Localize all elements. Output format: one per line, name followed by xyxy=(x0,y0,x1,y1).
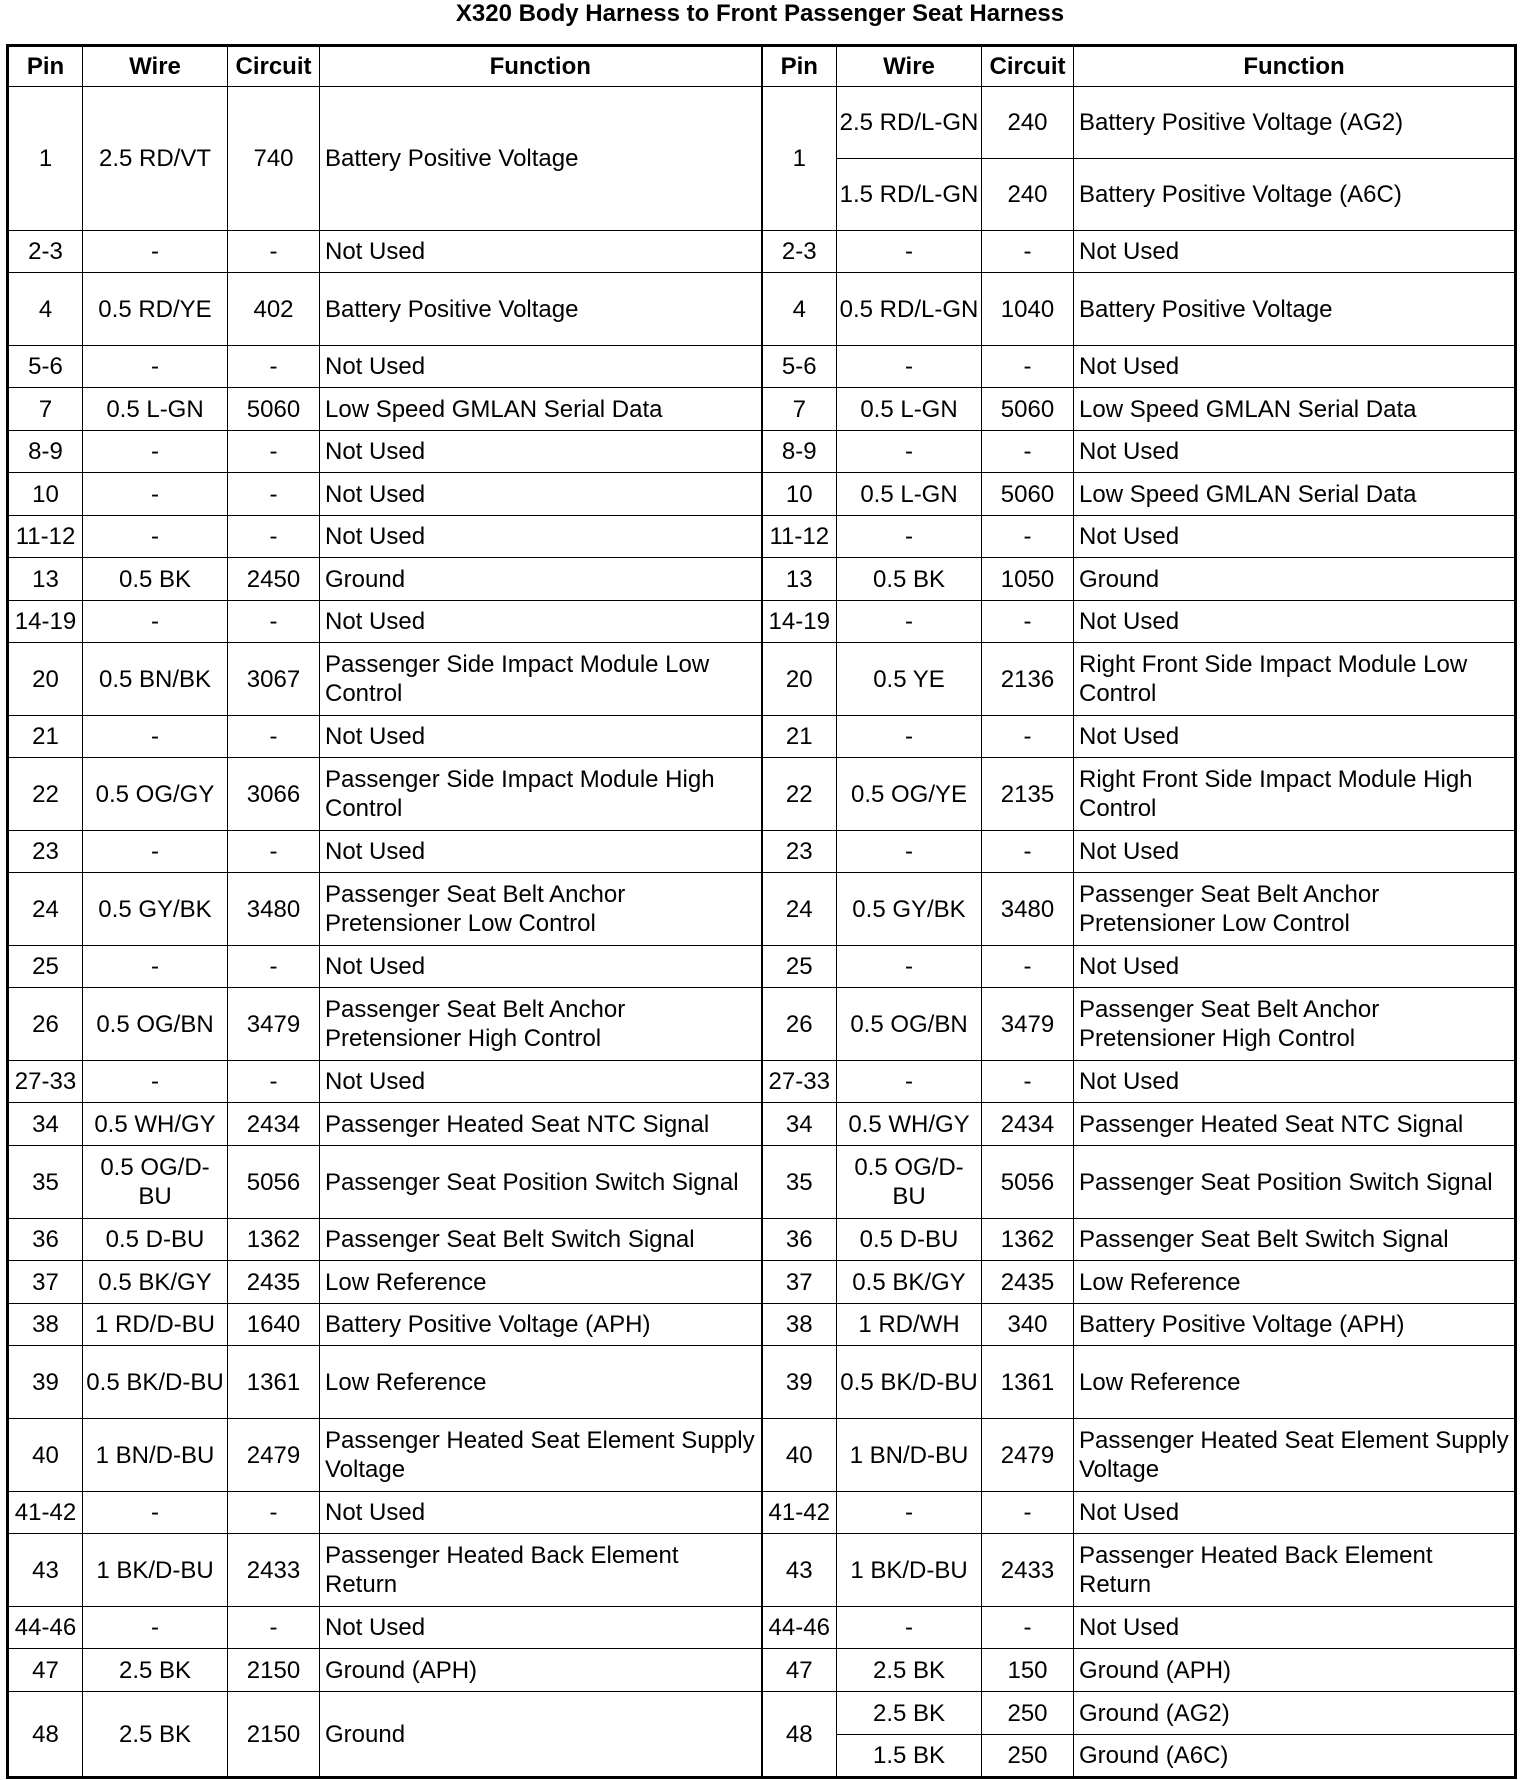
circuit-cell: 1640 xyxy=(228,1304,320,1346)
wire-cell: 1.5 RD/L-GN xyxy=(837,159,982,231)
wire-cell: - xyxy=(83,346,228,388)
wire-cell: 0.5 BN/BK xyxy=(83,643,228,716)
function-cell: Low Reference xyxy=(1074,1346,1516,1419)
header-circuit: Circuit xyxy=(982,46,1074,87)
circuit-cell: 3480 xyxy=(228,873,320,946)
function-cell: Low Reference xyxy=(320,1261,762,1304)
function-cell: Low Speed GMLAN Serial Data xyxy=(320,388,762,431)
function-cell: Not Used xyxy=(1074,1492,1516,1534)
circuit-cell: 2479 xyxy=(982,1419,1074,1492)
wire-cell: 1 BK/D-BU xyxy=(83,1534,228,1607)
pin-cell: 35 xyxy=(8,1146,83,1219)
wire-cell: 0.5 GY/BK xyxy=(837,873,982,946)
circuit-cell: - xyxy=(982,946,1074,988)
circuit-cell: - xyxy=(982,1061,1074,1103)
function-cell: Passenger Heated Seat Element Supply Voltage xyxy=(1074,1419,1516,1492)
function-cell: Right Front Side Impact Module Low Control xyxy=(1074,643,1516,716)
wire-cell: 0.5 OG/GY xyxy=(83,758,228,831)
function-cell: Passenger Seat Position Switch Signal xyxy=(320,1146,762,1219)
wire-cell: - xyxy=(837,1607,982,1649)
pin-cell: 44-46 xyxy=(762,1607,837,1649)
table-row xyxy=(8,558,1516,601)
circuit-cell: 2433 xyxy=(982,1534,1074,1607)
table-row xyxy=(8,473,1516,516)
function-cell: Ground (AG2) xyxy=(1074,1692,1516,1735)
wire-cell: - xyxy=(837,346,982,388)
wire-cell: 0.5 BK/GY xyxy=(837,1261,982,1304)
circuit-cell: - xyxy=(228,346,320,388)
function-cell: Passenger Heated Seat NTC Signal xyxy=(320,1103,762,1146)
wire-cell: - xyxy=(837,601,982,643)
function-cell: Low Reference xyxy=(320,1346,762,1419)
table-row xyxy=(8,431,1516,473)
function-cell: Battery Positive Voltage (APH) xyxy=(1074,1304,1516,1346)
pin-cell: 4 xyxy=(762,273,837,346)
wire-cell: - xyxy=(837,831,982,873)
function-cell: Not Used xyxy=(1074,231,1516,273)
circuit-cell: - xyxy=(228,516,320,558)
function-cell: Ground xyxy=(1074,558,1516,601)
function-cell: Ground (APH) xyxy=(320,1649,762,1692)
circuit-cell: 2150 xyxy=(228,1649,320,1692)
circuit-cell: - xyxy=(982,516,1074,558)
circuit-cell: 3480 xyxy=(982,873,1074,946)
wire-cell: 0.5 OG/YE xyxy=(837,758,982,831)
header-pin: Pin xyxy=(762,46,837,87)
circuit-cell: - xyxy=(228,601,320,643)
wire-cell: 1.5 BK xyxy=(837,1735,982,1778)
table-row xyxy=(8,1061,1516,1103)
pin-cell: 7 xyxy=(762,388,837,431)
function-cell: Low Speed GMLAN Serial Data xyxy=(1074,473,1516,516)
function-cell: Not Used xyxy=(1074,431,1516,473)
table-row xyxy=(8,1346,1516,1419)
pin-cell: 36 xyxy=(8,1219,83,1261)
pin-cell: 27-33 xyxy=(8,1061,83,1103)
circuit-cell: 2136 xyxy=(982,643,1074,716)
pin-cell: 20 xyxy=(762,643,837,716)
function-cell: Passenger Seat Belt Anchor Pretensioner High Control xyxy=(1074,988,1516,1061)
circuit-cell: 1050 xyxy=(982,558,1074,601)
table-row xyxy=(8,1261,1516,1304)
wire-cell: - xyxy=(83,431,228,473)
table-row xyxy=(8,87,1516,159)
header-row xyxy=(8,46,1516,87)
circuit-cell: 3479 xyxy=(982,988,1074,1061)
table-row xyxy=(8,388,1516,431)
table-row xyxy=(8,1692,1516,1735)
function-cell: Battery Positive Voltage xyxy=(320,273,762,346)
wire-cell: 1 RD/D-BU xyxy=(83,1304,228,1346)
pin-cell: 48 xyxy=(762,1692,837,1778)
wire-cell: - xyxy=(837,946,982,988)
wire-cell: 0.5 L-GN xyxy=(83,388,228,431)
pin-cell: 43 xyxy=(762,1534,837,1607)
wire-cell: 2.5 RD/L-GN xyxy=(837,87,982,159)
circuit-cell: - xyxy=(228,1061,320,1103)
table-row xyxy=(8,946,1516,988)
circuit-cell: 402 xyxy=(228,273,320,346)
pin-cell: 37 xyxy=(8,1261,83,1304)
pin-cell: 36 xyxy=(762,1219,837,1261)
wire-cell: 1 BN/D-BU xyxy=(837,1419,982,1492)
pin-cell: 40 xyxy=(8,1419,83,1492)
wire-cell: - xyxy=(83,231,228,273)
wire-cell: 0.5 WH/GY xyxy=(83,1103,228,1146)
wire-cell: 1 BK/D-BU xyxy=(837,1534,982,1607)
wire-cell: - xyxy=(837,431,982,473)
circuit-cell: 5060 xyxy=(982,473,1074,516)
circuit-cell: 3066 xyxy=(228,758,320,831)
function-cell: Passenger Seat Belt Anchor Pretensioner High Control xyxy=(320,988,762,1061)
document-title: X320 Body Harness to Front Passenger Seat Harness xyxy=(455,0,1065,27)
function-cell: Passenger Seat Position Switch Signal xyxy=(1074,1146,1516,1219)
circuit-cell: - xyxy=(982,831,1074,873)
function-cell: Not Used xyxy=(320,431,762,473)
wire-cell: 0.5 WH/GY xyxy=(837,1103,982,1146)
table-row xyxy=(8,643,1516,716)
pin-cell: 11-12 xyxy=(762,516,837,558)
function-cell: Right Front Side Impact Module High Control xyxy=(1074,758,1516,831)
function-cell: Low Speed GMLAN Serial Data xyxy=(1074,388,1516,431)
wire-cell: 0.5 YE xyxy=(837,643,982,716)
function-cell: Not Used xyxy=(320,231,762,273)
wire-cell: - xyxy=(837,716,982,758)
function-cell: Passenger Heated Seat NTC Signal xyxy=(1074,1103,1516,1146)
pin-cell: 24 xyxy=(762,873,837,946)
circuit-cell: 240 xyxy=(982,159,1074,231)
wire-cell: - xyxy=(837,1061,982,1103)
function-cell: Ground (APH) xyxy=(1074,1649,1516,1692)
pin-cell: 8-9 xyxy=(762,431,837,473)
pin-cell: 21 xyxy=(762,716,837,758)
table-row xyxy=(8,1219,1516,1261)
table-row xyxy=(8,1419,1516,1492)
pin-cell: 20 xyxy=(8,643,83,716)
wire-cell: 2.5 BK xyxy=(837,1649,982,1692)
function-cell: Not Used xyxy=(1074,946,1516,988)
circuit-cell: - xyxy=(982,1492,1074,1534)
pin-cell: 2-3 xyxy=(762,231,837,273)
wire-cell: - xyxy=(83,516,228,558)
wire-cell: 0.5 OG/D-BU xyxy=(837,1146,982,1219)
function-cell: Ground (A6C) xyxy=(1074,1735,1516,1778)
function-cell: Not Used xyxy=(1074,716,1516,758)
circuit-cell: 340 xyxy=(982,1304,1074,1346)
table-row xyxy=(8,231,1516,273)
table-row xyxy=(8,1304,1516,1346)
wire-cell: 0.5 GY/BK xyxy=(83,873,228,946)
header-wire: Wire xyxy=(83,46,228,87)
header-function: Function xyxy=(320,46,762,87)
circuit-cell: - xyxy=(982,431,1074,473)
function-cell: Not Used xyxy=(320,1607,762,1649)
circuit-cell: - xyxy=(982,346,1074,388)
circuit-cell: 2433 xyxy=(228,1534,320,1607)
function-cell: Not Used xyxy=(1074,831,1516,873)
function-cell: Passenger Heated Seat Element Supply Voltage xyxy=(320,1419,762,1492)
circuit-cell: - xyxy=(228,431,320,473)
function-cell: Not Used xyxy=(320,346,762,388)
circuit-cell: 2135 xyxy=(982,758,1074,831)
table-row xyxy=(8,1649,1516,1692)
table-row xyxy=(8,1607,1516,1649)
wire-cell: 2.5 BK xyxy=(83,1649,228,1692)
function-cell: Passenger Seat Belt Switch Signal xyxy=(1074,1219,1516,1261)
function-cell: Not Used xyxy=(320,946,762,988)
circuit-cell: - xyxy=(228,831,320,873)
table-row xyxy=(8,988,1516,1061)
header-wire: Wire xyxy=(837,46,982,87)
pin-cell: 39 xyxy=(762,1346,837,1419)
pin-cell: 14-19 xyxy=(8,601,83,643)
table-row xyxy=(8,1103,1516,1146)
pin-cell: 38 xyxy=(762,1304,837,1346)
circuit-cell: 5060 xyxy=(228,388,320,431)
pin-cell: 7 xyxy=(8,388,83,431)
pinout-table xyxy=(6,44,1517,1779)
circuit-cell: 2434 xyxy=(982,1103,1074,1146)
wire-cell: - xyxy=(83,1061,228,1103)
pin-cell: 37 xyxy=(762,1261,837,1304)
function-cell: Battery Positive Voltage xyxy=(1074,273,1516,346)
function-cell: Not Used xyxy=(320,473,762,516)
wire-cell: - xyxy=(83,831,228,873)
table-row xyxy=(8,1534,1516,1607)
table-row xyxy=(8,346,1516,388)
pin-cell: 10 xyxy=(762,473,837,516)
function-cell: Not Used xyxy=(1074,1607,1516,1649)
function-cell: Passenger Side Impact Module High Control xyxy=(320,758,762,831)
function-cell: Not Used xyxy=(320,831,762,873)
circuit-cell: 3067 xyxy=(228,643,320,716)
pin-cell: 34 xyxy=(762,1103,837,1146)
pin-cell: 2-3 xyxy=(8,231,83,273)
circuit-cell: 2479 xyxy=(228,1419,320,1492)
wire-cell: 1 RD/WH xyxy=(837,1304,982,1346)
pin-cell: 41-42 xyxy=(8,1492,83,1534)
pin-cell: 47 xyxy=(8,1649,83,1692)
wire-cell: 0.5 BK/D-BU xyxy=(83,1346,228,1419)
pin-cell: 24 xyxy=(8,873,83,946)
pin-cell: 4 xyxy=(8,273,83,346)
pin-cell: 13 xyxy=(8,558,83,601)
circuit-cell: - xyxy=(228,1607,320,1649)
table-row xyxy=(8,716,1516,758)
pin-cell: 22 xyxy=(762,758,837,831)
wire-cell: 0.5 RD/L-GN xyxy=(837,273,982,346)
function-cell: Passenger Seat Belt Switch Signal xyxy=(320,1219,762,1261)
table-row xyxy=(8,601,1516,643)
circuit-cell: 1362 xyxy=(228,1219,320,1261)
function-cell: Passenger Side Impact Module Low Control xyxy=(320,643,762,716)
circuit-cell: 1040 xyxy=(982,273,1074,346)
circuit-cell: 5056 xyxy=(982,1146,1074,1219)
wire-cell: 0.5 BK/D-BU xyxy=(837,1346,982,1419)
pin-cell: 10 xyxy=(8,473,83,516)
header-circuit: Circuit xyxy=(228,46,320,87)
circuit-cell: 740 xyxy=(228,87,320,231)
wire-cell: 0.5 D-BU xyxy=(837,1219,982,1261)
pin-cell: 43 xyxy=(8,1534,83,1607)
circuit-cell: - xyxy=(228,473,320,516)
function-cell: Battery Positive Voltage (APH) xyxy=(320,1304,762,1346)
wire-cell: - xyxy=(83,1492,228,1534)
wire-cell: 0.5 L-GN xyxy=(837,388,982,431)
function-cell: Passenger Seat Belt Anchor Pretensioner Low Control xyxy=(1074,873,1516,946)
pin-cell: 14-19 xyxy=(762,601,837,643)
function-cell: Low Reference xyxy=(1074,1261,1516,1304)
circuit-cell: 240 xyxy=(982,87,1074,159)
header-function: Function xyxy=(1074,46,1516,87)
wire-cell: - xyxy=(83,716,228,758)
pin-cell: 1 xyxy=(8,87,83,231)
circuit-cell: - xyxy=(228,1492,320,1534)
wire-cell: 0.5 BK/GY xyxy=(83,1261,228,1304)
wire-cell: - xyxy=(83,473,228,516)
circuit-cell: 2150 xyxy=(228,1692,320,1778)
function-cell: Passenger Heated Back Element Return xyxy=(320,1534,762,1607)
pin-cell: 13 xyxy=(762,558,837,601)
circuit-cell: - xyxy=(228,946,320,988)
circuit-cell: - xyxy=(982,231,1074,273)
table-row xyxy=(8,758,1516,831)
pin-cell: 41-42 xyxy=(762,1492,837,1534)
function-cell: Not Used xyxy=(1074,516,1516,558)
wire-cell: 0.5 D-BU xyxy=(83,1219,228,1261)
circuit-cell: - xyxy=(982,1607,1074,1649)
circuit-cell: 2435 xyxy=(228,1261,320,1304)
function-cell: Battery Positive Voltage xyxy=(320,87,762,231)
function-cell: Battery Positive Voltage (AG2) xyxy=(1074,87,1516,159)
wire-cell: 2.5 RD/VT xyxy=(83,87,228,231)
table-row xyxy=(8,873,1516,946)
function-cell: Passenger Heated Back Element Return xyxy=(1074,1534,1516,1607)
circuit-cell: 1361 xyxy=(982,1346,1074,1419)
pin-cell: 1 xyxy=(762,87,837,231)
wire-cell: 0.5 RD/YE xyxy=(83,273,228,346)
function-cell: Not Used xyxy=(320,716,762,758)
function-cell: Not Used xyxy=(320,1492,762,1534)
table-row xyxy=(8,1492,1516,1534)
pin-cell: 47 xyxy=(762,1649,837,1692)
circuit-cell: 5060 xyxy=(982,388,1074,431)
pin-cell: 21 xyxy=(8,716,83,758)
function-cell: Not Used xyxy=(320,516,762,558)
wire-cell: 0.5 BK xyxy=(83,558,228,601)
pin-cell: 48 xyxy=(8,1692,83,1778)
table-row xyxy=(8,831,1516,873)
function-cell: Not Used xyxy=(1074,601,1516,643)
function-cell: Passenger Seat Belt Anchor Pretensioner Low Control xyxy=(320,873,762,946)
wire-cell: - xyxy=(83,946,228,988)
table-row xyxy=(8,1146,1516,1219)
wire-cell: - xyxy=(837,516,982,558)
pin-cell: 25 xyxy=(8,946,83,988)
pin-cell: 27-33 xyxy=(762,1061,837,1103)
circuit-cell: 1362 xyxy=(982,1219,1074,1261)
pin-cell: 39 xyxy=(8,1346,83,1419)
wire-cell: 0.5 BK xyxy=(837,558,982,601)
pin-cell: 35 xyxy=(762,1146,837,1219)
pin-cell: 25 xyxy=(762,946,837,988)
wire-cell: - xyxy=(83,601,228,643)
pin-cell: 23 xyxy=(8,831,83,873)
function-cell: Not Used xyxy=(1074,1061,1516,1103)
circuit-cell: - xyxy=(228,716,320,758)
wire-cell: 0.5 L-GN xyxy=(837,473,982,516)
circuit-cell: 1361 xyxy=(228,1346,320,1419)
wire-cell: 0.5 OG/BN xyxy=(83,988,228,1061)
pin-cell: 40 xyxy=(762,1419,837,1492)
function-cell: Ground xyxy=(320,1692,762,1778)
pin-cell: 5-6 xyxy=(8,346,83,388)
circuit-cell: - xyxy=(982,601,1074,643)
circuit-cell: - xyxy=(228,231,320,273)
function-cell: Not Used xyxy=(1074,346,1516,388)
circuit-cell: 5056 xyxy=(228,1146,320,1219)
pin-cell: 8-9 xyxy=(8,431,83,473)
wire-cell: 1 BN/D-BU xyxy=(83,1419,228,1492)
header-pin: Pin xyxy=(8,46,83,87)
pin-cell: 34 xyxy=(8,1103,83,1146)
wire-cell: - xyxy=(83,1607,228,1649)
table-row xyxy=(8,273,1516,346)
function-cell: Not Used xyxy=(320,601,762,643)
pin-cell: 26 xyxy=(8,988,83,1061)
circuit-cell: - xyxy=(982,716,1074,758)
function-cell: Ground xyxy=(320,558,762,601)
function-cell: Battery Positive Voltage (A6C) xyxy=(1074,159,1516,231)
pin-cell: 26 xyxy=(762,988,837,1061)
circuit-cell: 2435 xyxy=(982,1261,1074,1304)
table-row xyxy=(8,516,1516,558)
wire-cell: 2.5 BK xyxy=(837,1692,982,1735)
pin-cell: 11-12 xyxy=(8,516,83,558)
pin-cell: 38 xyxy=(8,1304,83,1346)
wire-cell: 2.5 BK xyxy=(83,1692,228,1778)
circuit-cell: 250 xyxy=(982,1692,1074,1735)
circuit-cell: 3479 xyxy=(228,988,320,1061)
pin-rows xyxy=(8,87,1516,1778)
circuit-cell: 250 xyxy=(982,1735,1074,1778)
wire-cell: 0.5 OG/D-BU xyxy=(83,1146,228,1219)
wire-cell: - xyxy=(837,231,982,273)
wire-cell: 0.5 OG/BN xyxy=(837,988,982,1061)
pin-cell: 22 xyxy=(8,758,83,831)
circuit-cell: 2434 xyxy=(228,1103,320,1146)
pin-cell: 44-46 xyxy=(8,1607,83,1649)
circuit-cell: 150 xyxy=(982,1649,1074,1692)
pin-cell: 23 xyxy=(762,831,837,873)
function-cell: Not Used xyxy=(320,1061,762,1103)
circuit-cell: 2450 xyxy=(228,558,320,601)
wire-cell: - xyxy=(837,1492,982,1534)
pin-cell: 5-6 xyxy=(762,346,837,388)
